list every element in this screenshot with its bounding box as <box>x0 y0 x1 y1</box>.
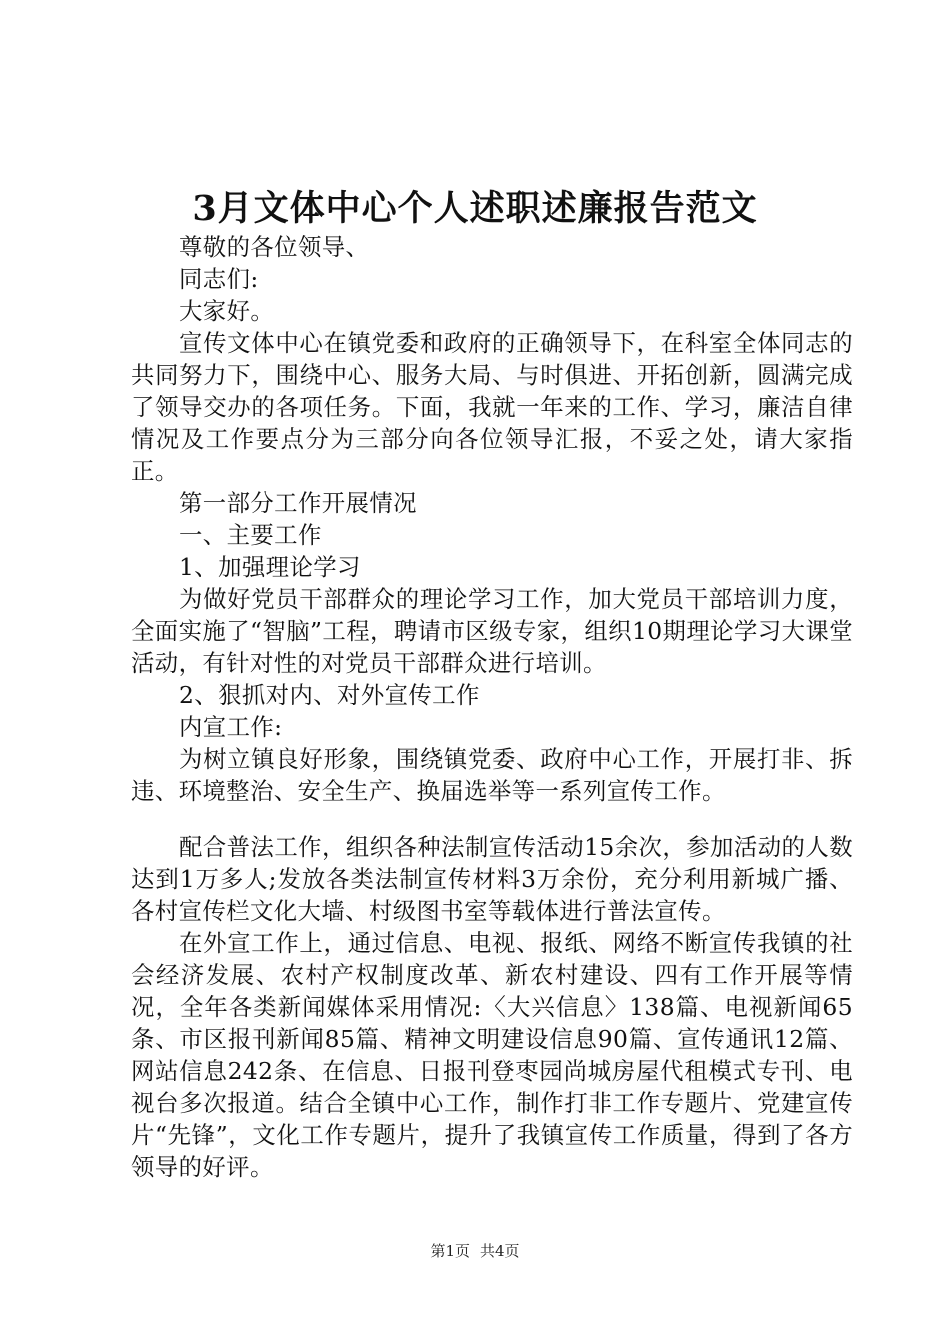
body-paragraph: 在外宣工作上，通过信息、电视、报纸、网络不断宣传我镇的社会经济发展、农村产权制度改革、新农村建设、四有工作开展等情况，全年各类新闻媒体采用情况:〈大兴信息〉138篇、电视新闻65条、市区报刊新闻85篇、精神文明建设信息90篇、宣传通讯12篇、网站信息242条、在信息、日报刊登枣园尚城房屋代租模式专刊、电视台多次报道。结合全镇中心工作，制作打非工作专题片、党建宣传片“先锋”，文化工作专题片，提升了我镇宣传工作质量，得到了各方领导的好评。 <box>131 929 853 1181</box>
page-count: 共4页 <box>480 1242 520 1260</box>
body-paragraph: 为树立镇良好形象，围绕镇党委、政府中心工作，开展打非、拆违、环境整治、安全生产、换届选举等一系列宣传工作。 <box>131 745 853 805</box>
subsection-heading: 一、主要工作 <box>179 521 322 549</box>
salutation-line: 同志们: <box>179 265 259 293</box>
item-heading: 1、加强理论学习 <box>179 553 361 581</box>
section-heading: 第一部分工作开展情况 <box>179 489 417 517</box>
body-paragraph: 为做好党员干部群众的理论学习工作，加大党员干部培训力度，全面实施了“智脑”工程，聘请市区级专家，组织10期理论学习大课堂活动，有针对性的对党员干部群众进行培训。 <box>131 585 853 677</box>
page-number: 第1页 <box>430 1242 470 1260</box>
body-paragraph: 宣传文体中心在镇党委和政府的正确领导下，在科室全体同志的共同努力下，围绕中心、服务大局、与时俱进、开拓创新，圆满完成了领导交办的各项任务。下面，我就一年来的工作、学习，廉洁自律情况及工作要点分为三部分向各位领导汇报，不妥之处，请大家指正。 <box>131 329 853 485</box>
label-line: 内宣工作: <box>179 713 283 741</box>
page-footer <box>0 1241 950 1261</box>
item-heading: 2、狠抓对内、对外宣传工作 <box>179 681 480 709</box>
greeting-line: 大家好。 <box>179 297 275 325</box>
salutation-line: 尊敬的各位领导、 <box>179 233 370 261</box>
body-paragraph: 配合普法工作，组织各种法制宣传活动15余次，参加活动的人数达到1万多人;发放各类法制宣传材料3万余份，充分利用新城广播、各村宣传栏文化大墙、村级图书室等载体进行普法宣传。 <box>131 833 853 925</box>
document-body <box>131 231 853 1183</box>
document-title: 3月文体中心个人述职述廉报告范文 <box>192 188 758 229</box>
